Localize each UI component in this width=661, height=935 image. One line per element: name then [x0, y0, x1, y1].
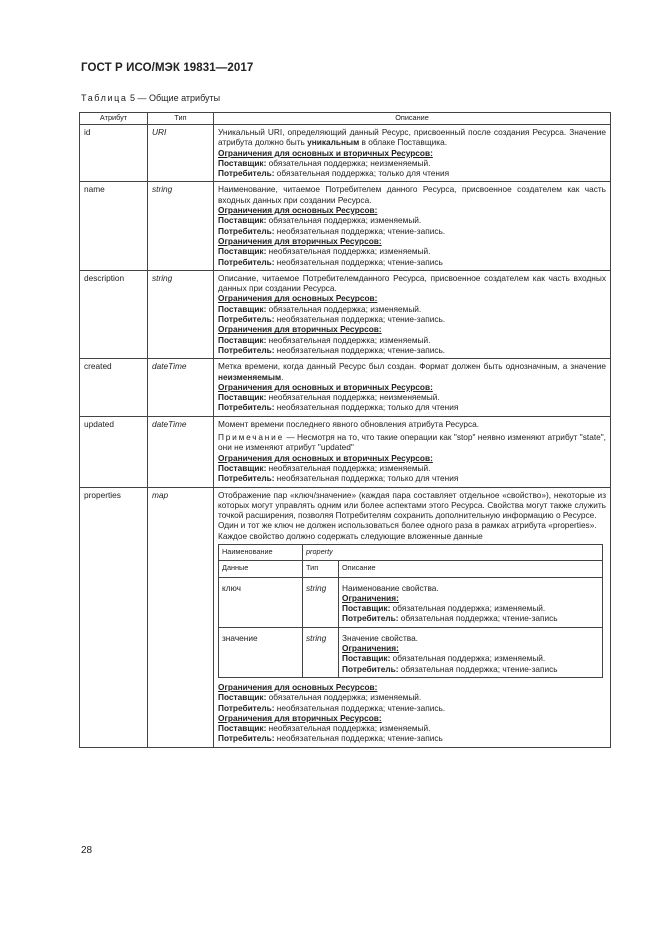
- primary-constraints-heading: Ограничения для основных Ресурсов:: [218, 293, 378, 304]
- column-header-attribute: Атрибут: [80, 113, 148, 125]
- attribute-cell: id: [80, 125, 148, 182]
- provider-constraint: Поставщик: обязательная поддержка; изменяемый.: [342, 603, 546, 614]
- table-row-name: [80, 182, 611, 270]
- table-caption-label: Таблица: [81, 93, 128, 103]
- description-cell: [214, 125, 611, 182]
- nested-data-cell: ключ: [219, 577, 303, 627]
- description-cell: [214, 359, 611, 416]
- type-cell: dateTime: [148, 359, 214, 416]
- description-text: Один и тот же ключ не должен использоваться более одного раза в рамках атрибута «properties».: [218, 520, 597, 531]
- provider-constraint: Поставщик: необязательная поддержка; изменяемый.: [218, 334, 431, 345]
- consumer-constraint: Потребитель: необязательная поддержка; чтение-запись.: [218, 702, 446, 713]
- type-cell: string: [148, 182, 214, 270]
- table-row-updated: [80, 416, 611, 487]
- table-row-description: [80, 270, 611, 358]
- nested-header-row: [219, 561, 603, 577]
- nested-description-cell: Наименование свойства. Ограничения: Поставщик: обязательная поддержка; изменяемый. Потребитель: обязательная поддержка; чтение-запись: [339, 577, 603, 627]
- description-text: Отображение пар «ключ/значение» (каждая пара составляет отдельное «свойство»), некоторые из которых могут управлять одним или более аспектами этого Ресурса. Свойства могут также служить точкой расширения, позволяя Потребителям сохранить дополнительную информацию о Ресурсе.: [218, 489, 606, 521]
- consumer-constraint: Потребитель: обязательная поддержка; чтение-запись: [342, 613, 558, 624]
- attribute-cell: updated: [80, 416, 148, 487]
- nested-row-key: [219, 577, 603, 627]
- nested-description-cell: Значение свойства. Ограничения: Поставщик: обязательная поддержка; изменяемый. Потребитель: обязательная поддержка; чтение-запись: [339, 627, 603, 677]
- table-header-row: [80, 113, 611, 125]
- provider-constraint: Поставщик: обязательная поддержка; изменяемый.: [218, 303, 422, 314]
- consumer-constraint: Потребитель: необязательная поддержка; чтение-запись.: [218, 225, 446, 236]
- provider-constraint: Поставщик: обязательная поддержка; изменяемый.: [218, 215, 422, 226]
- description-cell: [214, 416, 611, 487]
- nested-name-row: [219, 544, 603, 560]
- attribute-cell: description: [80, 270, 148, 358]
- description-cell: [214, 182, 611, 270]
- secondary-constraints-heading: Ограничения для вторичных Ресурсов:: [218, 324, 382, 335]
- nested-column-data: Данные: [219, 561, 303, 577]
- constraints-heading: Ограничения для основных и вторичных Ресурсов:: [218, 147, 433, 158]
- description-text: Наименование, читаемое Потребителем данного Ресурса, присвоенное создателем как часть входных данных при создании Ресурса.: [218, 184, 606, 205]
- table-row-created: [80, 359, 611, 416]
- nested-name-label: Наименование: [219, 544, 303, 560]
- type-cell: map: [148, 487, 214, 747]
- description-text: Каждое свойство должно содержать следующие вложенные данные: [218, 530, 483, 541]
- description-text: Метка времени, когда данный Ресурс был создан. Формат должен быть однозначным, а значение неизменяемым.: [218, 361, 606, 382]
- table-caption-text: 5 — Общие атрибуты: [130, 93, 221, 103]
- consumer-constraint: Потребитель: обязательная поддержка; только для чтения: [218, 168, 450, 179]
- description-text: Уникальный URI, определяющий данный Ресурс, присвоенный после создания Ресурса. Значение атрибута должно быть уникальным в облаке Поставщика.: [218, 127, 606, 148]
- nested-type-cell: string: [303, 627, 339, 677]
- column-header-type: Тип: [148, 113, 214, 125]
- type-cell: URI: [148, 125, 214, 182]
- note: Примечание — Несмотря на то, что такие операции как "stop" неявно изменяют атрибут "state", они не изменяют атрибут "updated": [218, 432, 606, 453]
- provider-constraint: Поставщик: необязательная поддержка; изменяемый.: [218, 246, 431, 257]
- page-number: 28: [81, 845, 93, 856]
- secondary-constraints-heading: Ограничения для вторичных Ресурсов:: [218, 712, 382, 723]
- constraints-heading: Ограничения для основных и вторичных Ресурсов:: [218, 452, 433, 463]
- attribute-cell: created: [80, 359, 148, 416]
- attribute-cell: properties: [80, 487, 148, 747]
- provider-constraint: Поставщик: необязательная поддержка; неизменяемый.: [218, 392, 440, 403]
- column-header-description: Описание: [214, 113, 611, 125]
- nested-data-cell: значение: [219, 627, 303, 677]
- document-title: ГОСТ Р ИСО/МЭК 19831—2017: [81, 62, 254, 74]
- consumer-constraint: Потребитель: необязательная поддержка; чтение-запись: [218, 256, 443, 267]
- nested-type-cell: string: [303, 577, 339, 627]
- consumer-constraint: Потребитель: необязательная поддержка; только для чтения: [218, 473, 459, 484]
- provider-constraint: Поставщик: обязательная поддержка; изменяемый.: [218, 692, 422, 703]
- table-caption: [81, 93, 220, 103]
- nested-data-table: [218, 544, 603, 678]
- type-cell: string: [148, 270, 214, 358]
- constraints-heading: Ограничения:: [342, 592, 399, 603]
- attribute-cell: name: [80, 182, 148, 270]
- nested-row-value: [219, 627, 603, 677]
- primary-constraints-heading: Ограничения для основных Ресурсов:: [218, 205, 378, 216]
- provider-constraint: Поставщик: необязательная поддержка; изменяемый.: [218, 462, 431, 473]
- constraints-heading: Ограничения:: [342, 643, 399, 654]
- description-text: Момент времени последнего явного обновления атрибута Ресурса.: [218, 418, 480, 429]
- description-text: Описание, читаемое Потребителемданного Ресурса, присвоенное создателем как часть входных данных при создании Ресурса.: [218, 272, 606, 294]
- consumer-constraint: Потребитель: необязательная поддержка; только для чтения: [218, 402, 459, 413]
- consumer-constraint: Потребитель: необязательная поддержка; чтение-запись.: [218, 314, 446, 325]
- nested-column-description: Описание: [339, 561, 603, 577]
- attributes-table: [79, 112, 611, 748]
- secondary-constraints-heading: Ограничения для вторичных Ресурсов:: [218, 235, 382, 246]
- consumer-constraint: Потребитель: обязательная поддержка; чтение-запись: [342, 663, 558, 674]
- nested-name-value: property: [303, 544, 603, 560]
- provider-constraint: Поставщик: обязательная поддержка; изменяемый.: [342, 653, 546, 664]
- table-row-id: [80, 125, 611, 182]
- primary-constraints-heading: Ограничения для основных Ресурсов:: [218, 681, 378, 692]
- provider-constraint: Поставщик: обязательная поддержка; неизменяемый.: [218, 157, 431, 168]
- description-cell: [214, 487, 611, 747]
- description-cell: [214, 270, 611, 358]
- constraints-heading: Ограничения для основных и вторичных Ресурсов:: [218, 381, 433, 392]
- consumer-constraint: Потребитель: необязательная поддержка; чтение-запись.: [218, 344, 446, 355]
- provider-constraint: Поставщик: необязательная поддержка; изменяемый.: [218, 723, 431, 734]
- nested-column-type: Тип: [303, 561, 339, 577]
- type-cell: dateTime: [148, 416, 214, 487]
- consumer-constraint: Потребитель: необязательная поддержка; чтение-запись: [218, 733, 443, 744]
- table-row-properties: [80, 487, 611, 747]
